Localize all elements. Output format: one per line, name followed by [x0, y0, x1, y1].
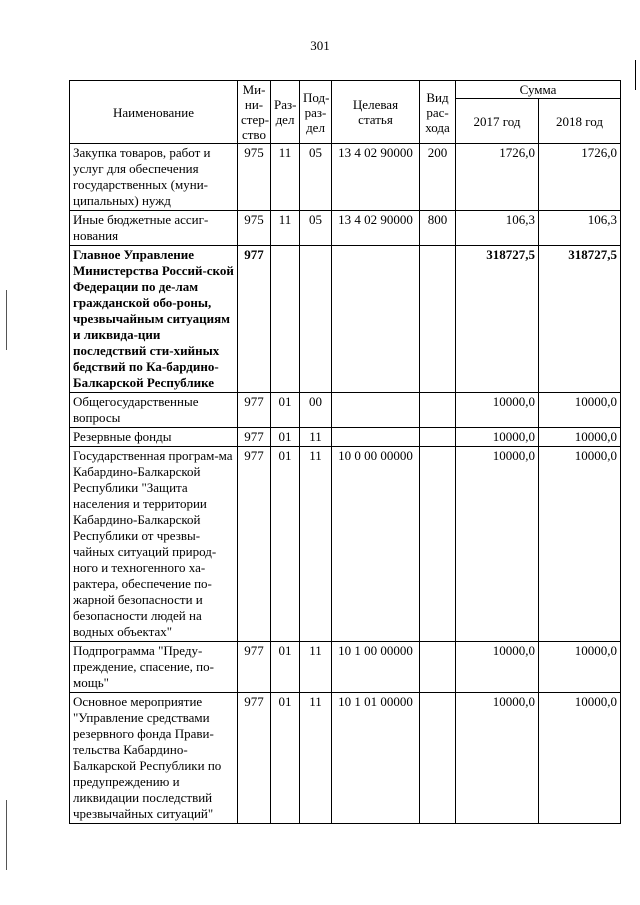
left-scan-mark [6, 290, 7, 350]
row-name: Основное мероприятие "Управление средствами резервного фонда Прави-тельства Кабардино-Балкарской Республики по предупреждению и ликвидации последствий чрезвычайных ситуаций" [70, 693, 238, 824]
table-row [70, 246, 621, 393]
budget-table [69, 80, 621, 824]
row-name: Закупка товаров, работ и услуг для обеспечения государственных (муни-ципальных) нужд [70, 144, 238, 211]
table-row [70, 211, 621, 246]
row-target [332, 428, 420, 447]
row-section: 01 [271, 642, 300, 693]
header-name: Наименование [70, 81, 238, 144]
row-sum-2018: 10000,0 [539, 642, 621, 693]
header-year-2018: 2018 год [539, 99, 621, 144]
row-expense-type [420, 393, 456, 428]
row-section: 11 [271, 144, 300, 211]
row-expense-type: 800 [420, 211, 456, 246]
row-ministry: 977 [238, 447, 271, 642]
row-subsection: 11 [300, 642, 332, 693]
row-ministry: 977 [238, 393, 271, 428]
header-section: Раз- дел [271, 81, 300, 144]
row-subsection [300, 246, 332, 393]
row-ministry: 977 [238, 642, 271, 693]
row-sum-2017: 10000,0 [456, 393, 539, 428]
header-ministry: Ми- ни- стер- ство [238, 81, 271, 144]
row-sum-2017: 318727,5 [456, 246, 539, 393]
row-sum-2018: 10000,0 [539, 447, 621, 642]
row-expense-type: 200 [420, 144, 456, 211]
table-row [70, 447, 621, 642]
row-target [332, 393, 420, 428]
row-name: Общегосударственные вопросы [70, 393, 238, 428]
page-number: 301 [310, 38, 330, 53]
row-expense-type [420, 246, 456, 393]
row-sum-2018: 10000,0 [539, 693, 621, 824]
header-subsection: Под- раз- дел [300, 81, 332, 144]
header-sum: Сумма [456, 81, 621, 99]
row-name: Государственная програм-ма Кабардино-Балкарской Республики "Защита населения и территории Кабардино-Балкарской Республики от чрезвы-чайных ситуаций природ-ного и техногенного ха-рактера, обеспечение по-жарной безопасности и безопасности людей на водных объектах" [70, 447, 238, 642]
header-year-2017: 2017 год [456, 99, 539, 144]
left-scan-mark [6, 800, 7, 870]
row-target: 10 1 00 00000 [332, 642, 420, 693]
row-subsection: 00 [300, 393, 332, 428]
row-subsection: 11 [300, 447, 332, 642]
table-row [70, 144, 621, 211]
row-expense-type [420, 642, 456, 693]
row-subsection: 11 [300, 428, 332, 447]
row-sum-2018: 1726,0 [539, 144, 621, 211]
table-row [70, 642, 621, 693]
row-section: 11 [271, 211, 300, 246]
row-target: 13 4 02 90000 [332, 211, 420, 246]
row-target: 10 0 00 00000 [332, 447, 420, 642]
row-sum-2017: 10000,0 [456, 693, 539, 824]
row-sum-2017: 10000,0 [456, 428, 539, 447]
row-sum-2017: 10000,0 [456, 642, 539, 693]
row-target: 13 4 02 90000 [332, 144, 420, 211]
row-ministry: 977 [238, 428, 271, 447]
table-row [70, 393, 621, 428]
table-row [70, 693, 621, 824]
row-target: 10 1 01 00000 [332, 693, 420, 824]
row-sum-2017: 106,3 [456, 211, 539, 246]
row-sum-2018: 10000,0 [539, 428, 621, 447]
row-section: 01 [271, 693, 300, 824]
row-sum-2018: 318727,5 [539, 246, 621, 393]
row-name: Резервные фонды [70, 428, 238, 447]
header-target: Целевая статья [332, 81, 420, 144]
row-ministry: 975 [238, 211, 271, 246]
row-expense-type [420, 428, 456, 447]
row-section: 01 [271, 447, 300, 642]
row-subsection: 05 [300, 211, 332, 246]
right-edge-line [635, 60, 636, 90]
row-sum-2018: 10000,0 [539, 393, 621, 428]
row-expense-type [420, 693, 456, 824]
row-section: 01 [271, 428, 300, 447]
row-sum-2017: 1726,0 [456, 144, 539, 211]
row-ministry: 975 [238, 144, 271, 211]
row-sum-2017: 10000,0 [456, 447, 539, 642]
row-ministry: 977 [238, 246, 271, 393]
row-sum-2018: 106,3 [539, 211, 621, 246]
row-subsection: 11 [300, 693, 332, 824]
row-name: Иные бюджетные ассиг-нования [70, 211, 238, 246]
header-expense-type: Вид рас- хода [420, 81, 456, 144]
row-subsection: 05 [300, 144, 332, 211]
row-ministry: 977 [238, 693, 271, 824]
table-row [70, 428, 621, 447]
row-section [271, 246, 300, 393]
row-name: Подпрограмма "Преду-преждение, спасение, по-мощь" [70, 642, 238, 693]
row-expense-type [420, 447, 456, 642]
row-target [332, 246, 420, 393]
row-section: 01 [271, 393, 300, 428]
row-name: Главное Управление Министерства Россий-ской Федерации по де-лам гражданской обо-роны, чрезвычайным ситуациям и ликвида-ции последствий сти-хийных бедствий по Ка-бардино-Балкарской Республике [70, 246, 238, 393]
